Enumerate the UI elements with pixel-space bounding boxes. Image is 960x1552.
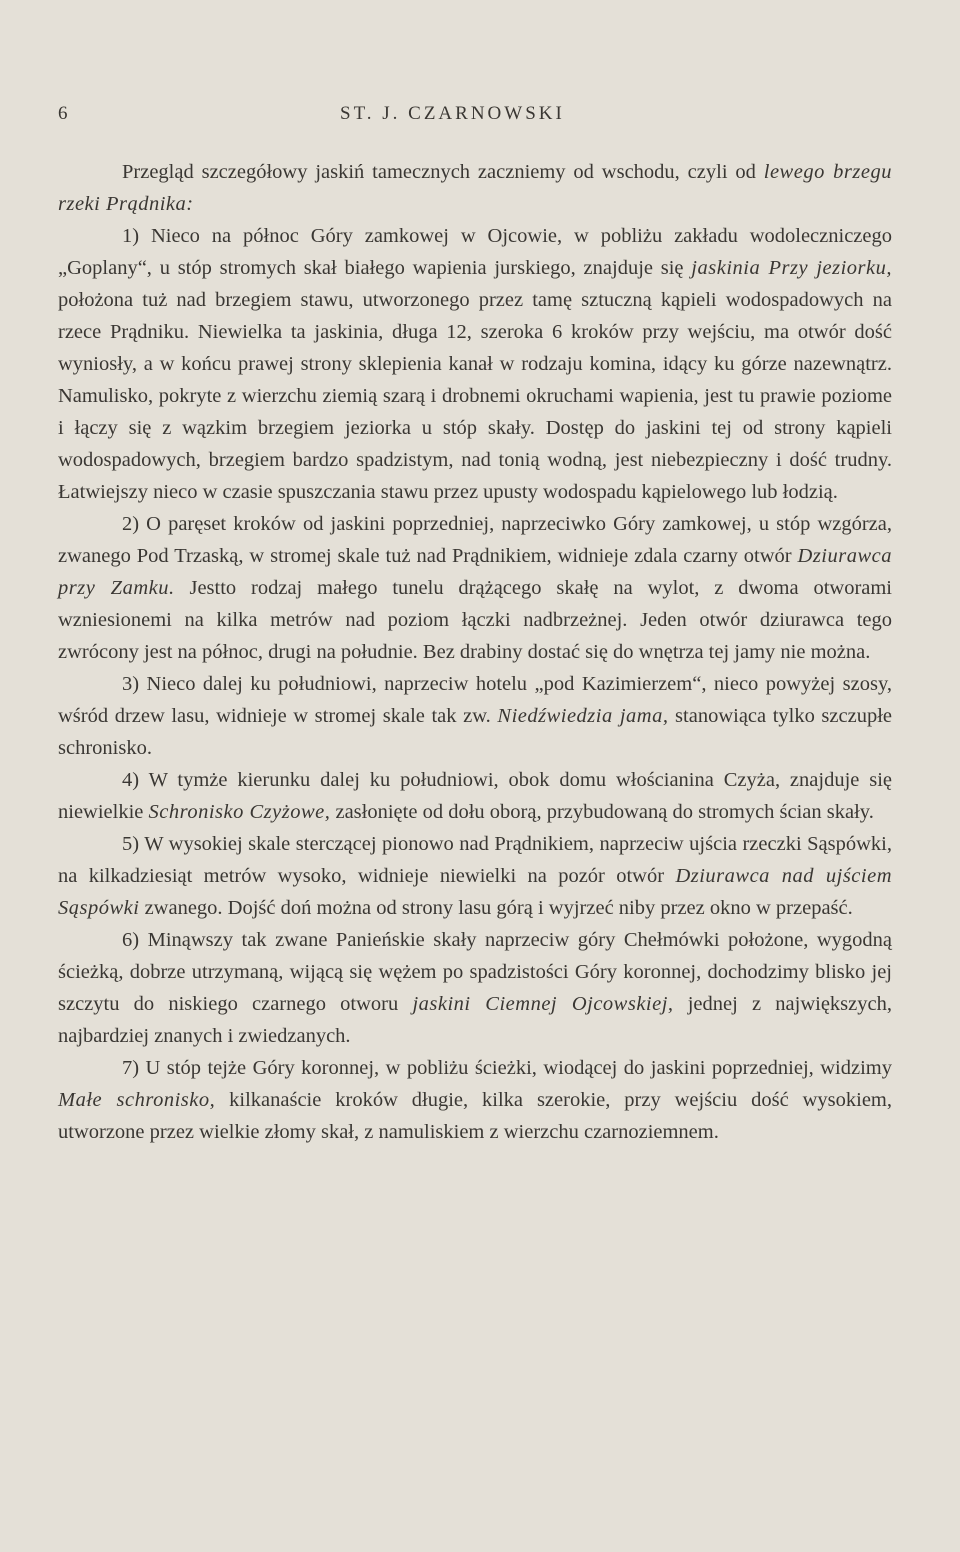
italic-term: Niedźwiedzia jama, bbox=[497, 705, 669, 727]
italic-term: Schronisko Czyżowe, bbox=[148, 801, 331, 823]
paragraph-6: 6) Minąwszy tak zwane Panieńskie skały naprzeciw góry Chełmówki położone, wygodną ścieżką, dobrze utrzymaną, wijącą się wężem po spadzistości Góry koronnej, dochodzimy blisko jej szczytu do niskiego czarnego otworu jaskini Ciemnej Ojcowskiej, jednej z największych, najbardziej znanych i zwiedzanych. bbox=[58, 929, 892, 1047]
paragraph-1: 1) Nieco na północ Góry zamkowej w Ojcowie, w pobliżu zakładu wodoleczniczego „Goplany“, u stóp stromych skał białego wapienia jurskiego, znajduje się jaskinia Przy jeziorku, położona tuż nad brzegiem stawu, utworzonego przez tamę sztuczną kąpieli wodospadowych na rzece Prądniku. Niewielka ta jaskinia, długa 12, szeroka 6 kroków przy wejściu, ma otwór dość wyniosły, a w końcu prawej strony sklepienia kanał w rodzaju komina, idący ku górze nazewnątrz. Namulisko, pokryte z wierzchu ziemią szarą i drobnemi okruchami wapienia, jest tu prawie poziome i łączy się z wązkim brzegiem jeziorka u stóp skały. Dostęp do jaskini tej od strony kąpieli wodospadowych, brzegiem bardzo spadzistym, nad tonią wodną, jest niebezpieczny i dość trudny. Łatwiejszy nieco w czasie spuszczania stawu przez upusty wodospadu kąpielowego lub łodzią. bbox=[58, 225, 892, 503]
italic-term: jaskinia Przy jeziorku, bbox=[691, 257, 892, 279]
page-header bbox=[58, 103, 618, 133]
paragraph-2: 2) O paręset kroków od jaskini poprzedniej, naprzeciwko Góry zamkowej, u stóp wzgórza, zwanego Pod Trzaską, w stromej skale tuż nad Prądnikiem, widnieje zdala czarny otwór Dziurawca przy Zamku. Jestto rodzaj małego tunelu drążącego skałę na wylot, z dwoma otworami wzniesionemi na kilka metrów nad poziom łączki nadbrzeżnej. Jeden otwór dziurawca tego zwrócony jest na północ, drugi na południe. Bez drabiny dostać się do wnętrza tej jamy nie można. bbox=[58, 513, 893, 663]
paragraph-4: 4) W tymże kierunku dalej ku południowi, obok domu włościanina Czyża, znajduje się niewielkie Schronisko Czyżowe, zasłonięte od dołu oborą, przybudowaną do stromych ścian skały. bbox=[58, 769, 892, 823]
italic-term: lewego brzegu rzeki Prądnika: bbox=[58, 161, 892, 215]
paragraph-5: 5) W wysokiej skale sterczącej pionowo nad Prądnikiem, naprzeciw ujścia rzeczki Sąspówki, na kilkadziesiąt metrów wysoko, widnieje niewielki na pozór otwór Dziurawca nad ujściem Sąspówki zwanego. Dojść doń można od strony lasu górą i wyjrzeć niby przez okno w przepaść. bbox=[58, 833, 893, 919]
paragraph-3: 3) Nieco dalej ku południowi, naprzeciw hotelu „pod Kazimierzem“, nieco powyżej szosy, wśród drzew lasu, widnieje w stromej skale tak zw. Niedźwiedzia jama, stanowiąca tylko szczupłe schronisko. bbox=[58, 673, 892, 759]
paragraph-7: 7) U stóp tejże Góry koronnej, w pobliżu ścieżki, wiodącej do jaskini poprzedniej, widzimy Małe schronisko, kilkanaście kroków długie, kilka szerokie, przy wejściu dość wysokiem, utworzone przez wielkie złomy skał, z namuliskiem z wierzchu czarnoziemnem. bbox=[58, 1057, 892, 1143]
running-head: ST. J. CZARNOWSKI bbox=[340, 103, 565, 124]
italic-term: Dziurawca nad ujściem Sąspówki bbox=[58, 865, 893, 919]
italic-term: Małe schronisko, bbox=[58, 1089, 216, 1111]
italic-term: jaskini Ciemnej Ojcowskiej, bbox=[412, 993, 674, 1015]
paragraph-intro: Przegląd szczegółowy jaskiń tamecznych zaczniemy od wschodu, czyli od lewego brzegu rzeki Prądnika: bbox=[58, 161, 892, 215]
page-number: 6 bbox=[58, 103, 69, 124]
body-text bbox=[58, 156, 892, 1148]
italic-term: Dziurawca przy Zamku. bbox=[58, 545, 892, 599]
